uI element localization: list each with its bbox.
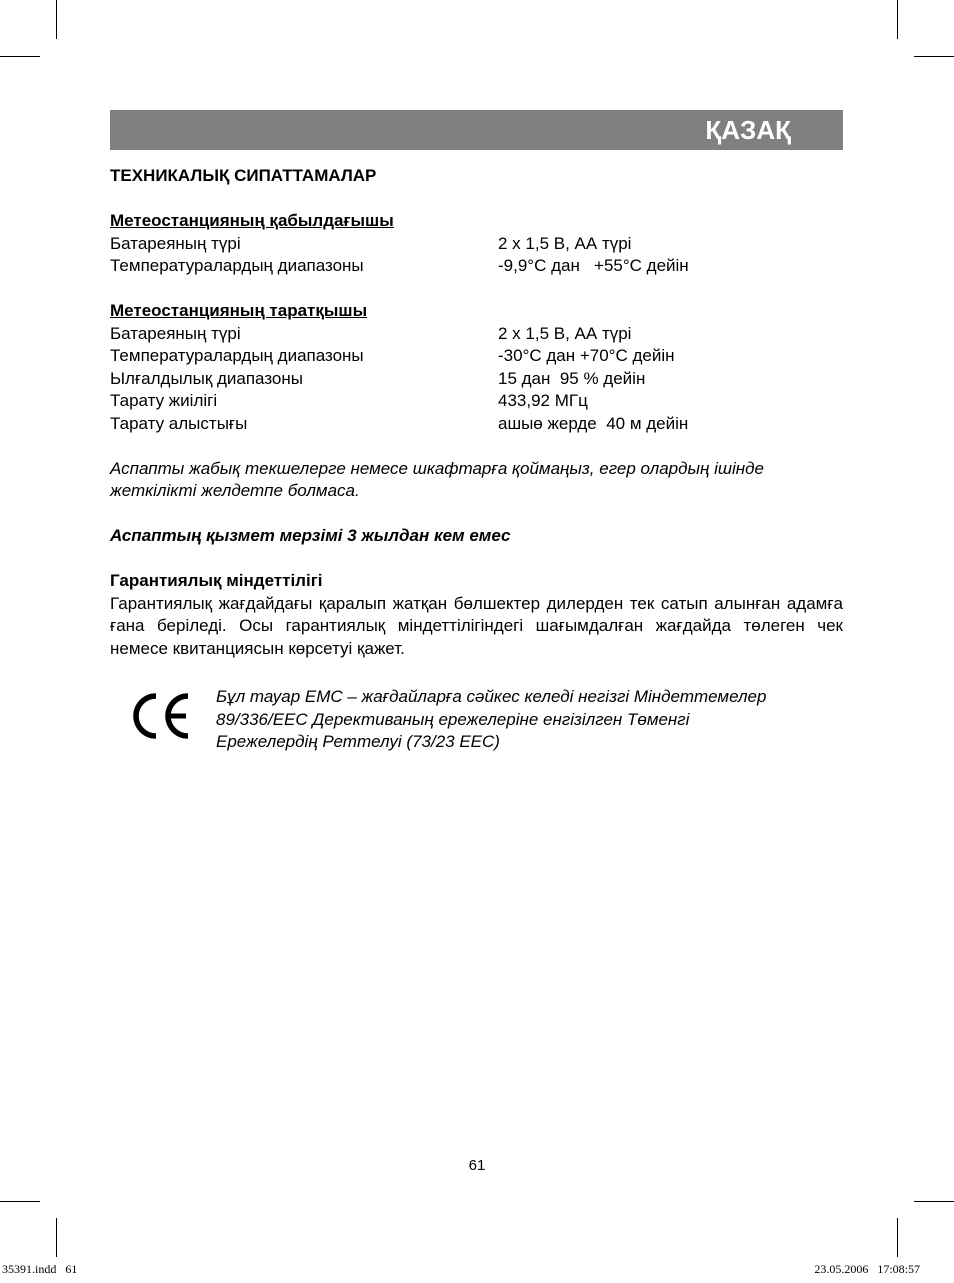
- spec-row: [110, 233, 843, 256]
- page-number: 61: [468, 1157, 486, 1174]
- warranty-text: Гарантиялық жағдайдағы қаралып жатқан бөлшектер дилерден тек сатып алынған адамға ғана беріледі. Осы гарантиялық міндеттілігіндегі шағымдалған жағдайда төлеген чек немесе квитанциясын көрсетуі қажет.: [110, 593, 843, 658]
- spec-label: Температуралардың диапазоны: [110, 256, 364, 275]
- receiver-title: Метеостанцияның қабылдағышы: [110, 211, 394, 230]
- warranty-title: Гарантиялық міндеттілігі: [110, 571, 323, 590]
- language-title: ҚАЗАҚ: [705, 115, 791, 145]
- language-header-bar: [110, 110, 843, 150]
- service-life-note: Аспаптың қызмет мерзімі 3 жылдан кем емес: [110, 526, 511, 545]
- spec-label: Ылғалдылық диапазоны: [110, 368, 303, 388]
- spec-value: 2 х 1,5 В, АА түрі: [498, 323, 632, 343]
- crop-mark: [914, 56, 954, 57]
- spec-row: [110, 390, 843, 413]
- ce-statement-line: 89/336/ЕЕС Дерективаның ережелеріне енгізілген Төменгі: [216, 709, 690, 729]
- section-title: ТЕХНИКАЛЫҚ СИПАТТАМАЛАР: [110, 166, 377, 185]
- spec-label: Тарату алыстығы: [110, 413, 248, 433]
- crop-mark: [914, 1201, 954, 1202]
- spec-row: [110, 368, 843, 391]
- document-body: [110, 165, 843, 660]
- ce-statement-line: Ережелердің Реттелуі (73/23 ЕЕС): [216, 732, 500, 751]
- spec-label: Тарату жиілігі: [110, 391, 218, 410]
- crop-mark: [897, 0, 898, 39]
- spec-row: [110, 345, 843, 368]
- spec-value: 433,92 МГц: [498, 391, 588, 410]
- ce-statement-line: Бұл тауар ЕМС – жағдайларға сәйкес келеді негізгі Міндеттемелер: [216, 687, 767, 706]
- slug-timestamp: 23.05.2006 17:08:57: [814, 1262, 920, 1276]
- spec-row: [110, 255, 843, 278]
- spec-label: Температуралардың диапазоны: [110, 346, 364, 365]
- ce-statement: [216, 686, 843, 754]
- spec-value: 2 х 1,5 В, АА түрі: [498, 233, 632, 253]
- spec-row: [110, 323, 843, 346]
- ventilation-warning-line: Аспапты жабық текшелерге немесе шкафтарға қоймаңыз, егер олардың ішінде: [110, 458, 764, 478]
- ce-mark-icon: [130, 692, 196, 740]
- ventilation-warning-line: жеткілікті желдетпе болмаса.: [110, 481, 360, 500]
- spec-value: -30°С дан +70°С дейін: [498, 346, 675, 365]
- ce-compliance-block: [110, 686, 843, 756]
- crop-mark: [0, 56, 40, 57]
- spec-value: -9,9°С дан +55°С дейін: [498, 256, 689, 275]
- slug-file-info: 35391.indd 61: [2, 1262, 78, 1276]
- spec-value: 15 дан 95 % дейін: [498, 368, 646, 388]
- transmitter-title: Метеостанцияның таратқышы: [110, 301, 368, 320]
- spec-row: [110, 413, 843, 436]
- spec-label: Батареяның түрі: [110, 233, 241, 253]
- crop-mark: [0, 1201, 40, 1202]
- spec-label: Батареяның түрі: [110, 323, 241, 343]
- crop-mark: [56, 1218, 57, 1257]
- crop-mark: [56, 0, 57, 39]
- spec-value: ашыө жерде 40 м дейін: [498, 413, 689, 433]
- crop-mark: [897, 1218, 898, 1257]
